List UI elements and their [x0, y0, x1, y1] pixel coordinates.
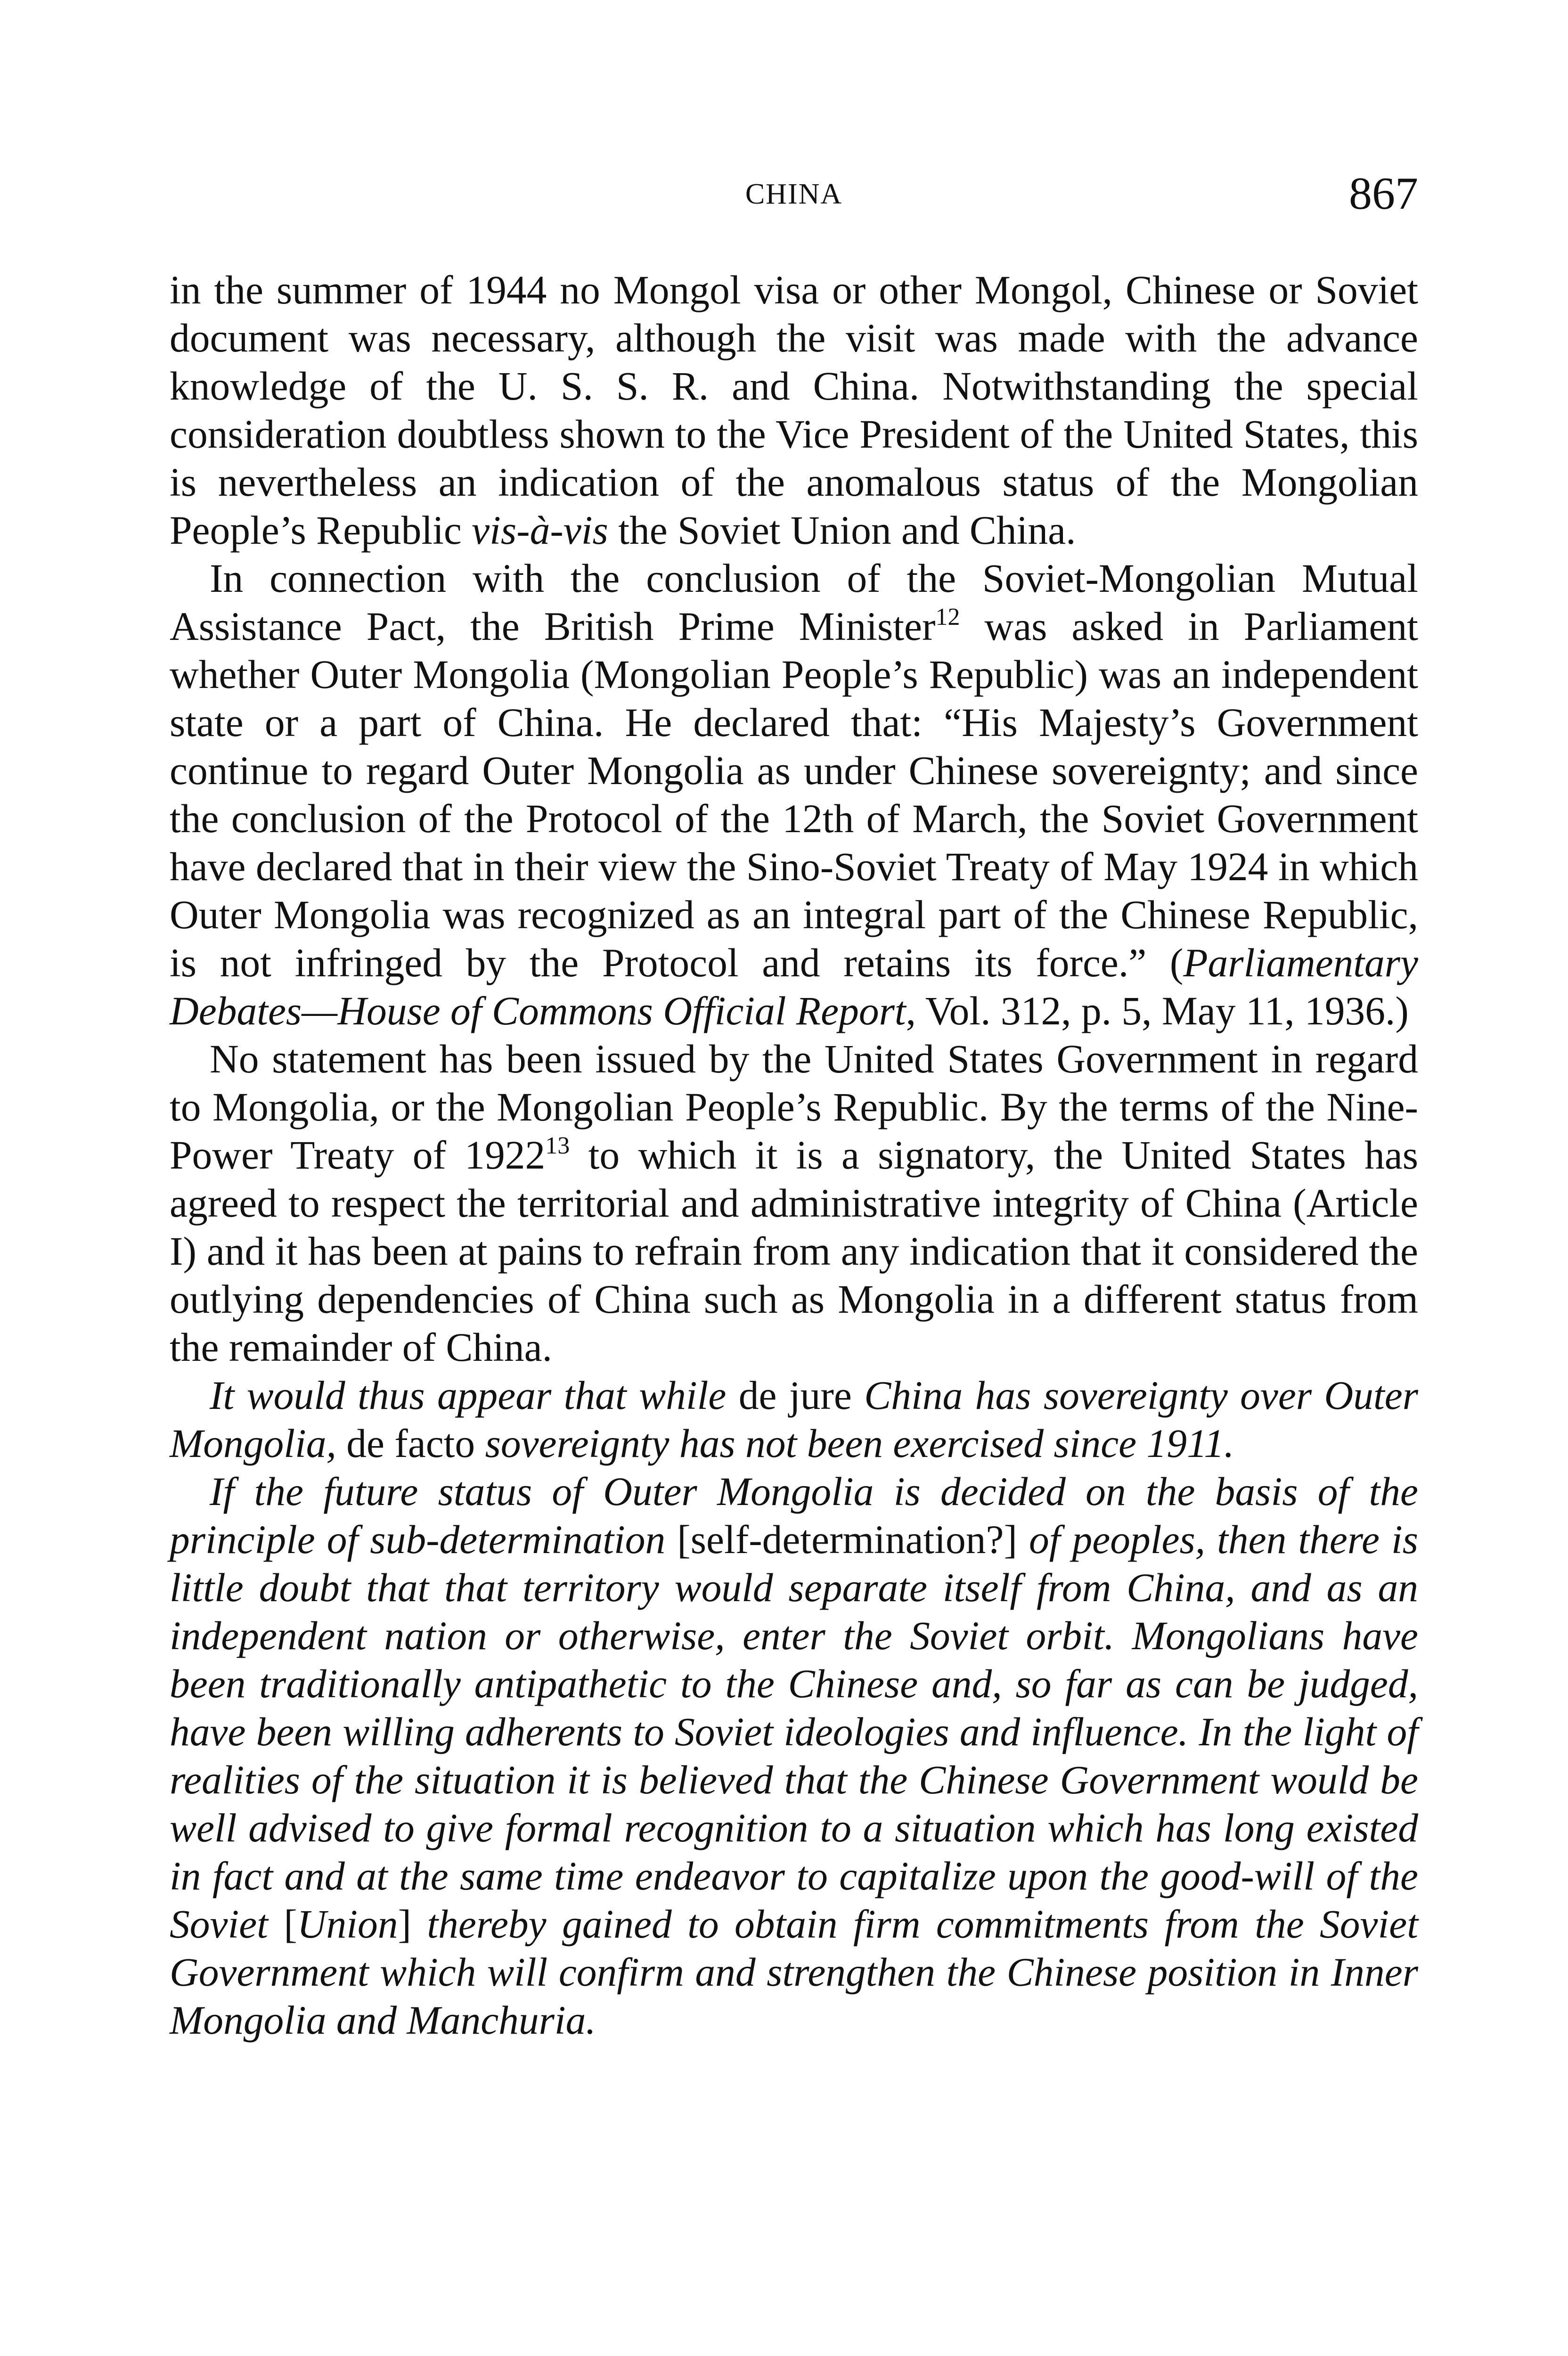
- footnote-ref-13: 13: [545, 1132, 570, 1159]
- page-header: [170, 167, 1418, 219]
- paragraph-5-roman-2: [: [268, 1902, 297, 1947]
- paragraph-5-italic-1: If the future status of Outer Mongolia is decided on the basis of the principle of sub-determination: [170, 1470, 1418, 1562]
- paragraph-5-italic-4: thereby gained to obtain firm commitments from the Soviet Government which will confirm and strengthen the Chinese position in Inner Mongolia and Manchuria.: [170, 1902, 1418, 2043]
- paragraph-5-roman-1: [self-determination?]: [665, 1518, 1029, 1562]
- body-text: [170, 266, 1418, 2045]
- paragraph-1-italic: vis-à-vis: [472, 508, 608, 553]
- paragraph-4-italic-3: sovereignty has not been exercised since 1911.: [485, 1422, 1234, 1466]
- paragraph-1: [170, 266, 1418, 555]
- paragraph-1-end: the Soviet Union and China.: [608, 508, 1076, 553]
- paragraph-4-italic-1: It would thus appear that while: [210, 1374, 727, 1418]
- running-head: CHINA: [745, 178, 843, 210]
- page-number: 867: [1349, 168, 1418, 219]
- paragraph-4-roman-2: de facto: [336, 1422, 485, 1466]
- paragraph-5-italic-2: of peoples, then there is little doubt that that territory would separate itself from China, and as an independent nation or otherwise, enter the Soviet orbit. Mongolians have been traditionally antipathetic to the Chinese and, so far as can be judged, have been willing adherents to Soviet ideologies and influence. In the light of realities of the situation it is believed that the Chinese Government would be well advised to give formal recognition to a situation which has long existed in fact and at the same time endeavor to capitalize upon the good-will of the Soviet: [170, 1518, 1418, 1947]
- paragraph-2: [170, 555, 1418, 1035]
- paragraph-4-italic-2: China has sovereignty over Outer Mongolia,: [170, 1374, 1418, 1466]
- paragraph-4-roman-1: de jure: [726, 1374, 865, 1418]
- paragraph-3-text-b: to which it is a signatory, the United States has agreed to respect the territorial and administrative integrity of China (Article I) and it has been at pains to refrain from any indication that it considered the outlying dependencies of China such as Mongolia in a different status from the remainder of China.: [170, 1133, 1418, 1370]
- paragraph-2-text-b: was asked in Parliament whether Outer Mongolia (Mongolian People’s Republic) was an independent state or a part of China. He declared that: “His Majesty’s Government continue to regard Outer Mongolia as under Chinese sovereignty; and since the conclusion of the Protocol of the 12th of March, the Soviet Government have declared that in their view the Sino-Soviet Treaty of May 1924 in which Outer Mongolia was recognized as an integral part of the Chinese Republic, is not infringed by the Protocol and retains its force.” (: [170, 605, 1418, 985]
- paragraph-5: [170, 1468, 1418, 2045]
- paragraph-5-roman-3: ]: [398, 1902, 427, 1947]
- paragraph-1-text: in the summer of 1944 no Mongol visa or other Mongol, Chinese or Soviet document was necessary, although the visit was made with the advance knowledge of the U. S. S. R. and China. Notwithstanding the special consideration doubtless shown to the Vice President of the United States, this is nevertheless an indication of the anomalous status of the Mongolian People’s Republic: [170, 268, 1418, 553]
- paragraph-2-citation: Parliamentary Debates—House of Commons Official Report: [170, 941, 1418, 1033]
- paragraph-2-text-a: In connection with the conclusion of the Soviet-Mongolian Mutual Assistance Pact, the British Prime Minister: [170, 556, 1418, 649]
- paragraph-3-text-a: No statement has been issued by the United States Government in regard to Mongolia, or the Mongolian People’s Republic. By the terms of the Nine-Power Treaty of 1922: [170, 1037, 1418, 1178]
- paragraph-2-text-c: , Vol. 312, p. 5, May 11, 1936.): [906, 989, 1409, 1033]
- paragraph-5-italic-3: Union: [297, 1902, 398, 1947]
- paragraph-3: [170, 1035, 1418, 1372]
- footnote-ref-12: 12: [935, 604, 960, 630]
- paragraph-4: [170, 1372, 1418, 1468]
